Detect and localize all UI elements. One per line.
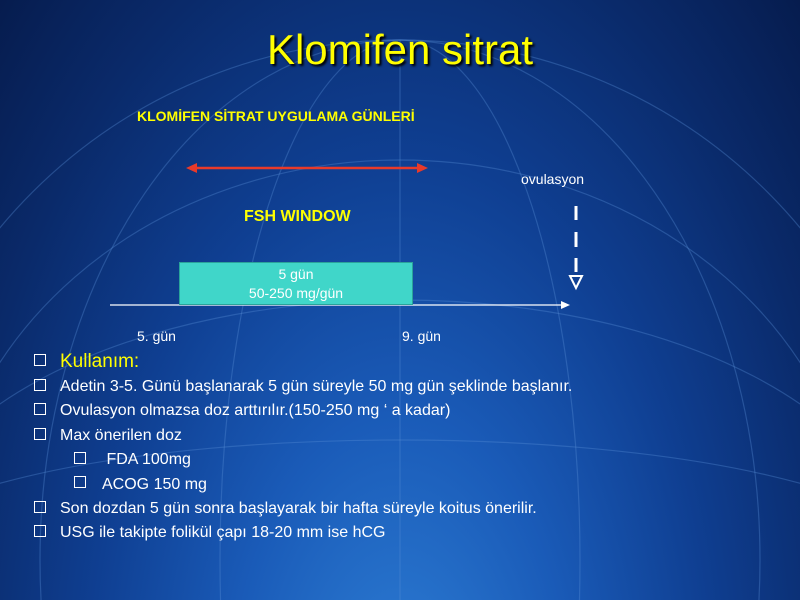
- checkbox-bullet-icon: [34, 525, 46, 537]
- checkbox-bullet-icon: [74, 476, 86, 488]
- end-day-label: 9. gün: [402, 328, 441, 344]
- start-day-label: 5. gün: [137, 328, 176, 344]
- checkbox-bullet-icon: [74, 452, 86, 464]
- list-item: USG ile takipte folikül çapı 18-20 mm ise hCG: [34, 521, 572, 545]
- list-item: ACOG 150 mg: [34, 473, 572, 497]
- ovulation-label: ovulasyon: [521, 171, 585, 187]
- bullet-list: [34, 348, 572, 546]
- list-item: Adetin 3-5. Günü başlanarak 5 gün süreyle 50 mg gün şeklinde başlanır.: [34, 375, 572, 399]
- checkbox-bullet-icon: [34, 403, 46, 415]
- dose-duration: 5 gün: [278, 266, 314, 282]
- list-item: FDA 100mg: [34, 448, 572, 472]
- diagram-heading: KLOMİFEN SİTRAT UYGULAMA GÜNLERİ: [137, 108, 415, 124]
- fsh-window-arrow: [186, 163, 428, 173]
- list-item: Ovulasyon olmazsa doz arttırılır.(150-250 mg ‘ a kadar): [34, 399, 572, 423]
- fsh-window-label: FSH WINDOW: [244, 208, 351, 225]
- checkbox-bullet-icon: [34, 379, 46, 391]
- list-item: Max önerilen doz: [34, 424, 572, 448]
- dose-amount: 50-250 mg/gün: [248, 285, 344, 301]
- ovulation-dashed-arrow: [570, 206, 582, 288]
- checkbox-bullet-icon: [34, 501, 46, 513]
- dose-box: [179, 262, 413, 305]
- list-item: Kullanım:: [34, 348, 572, 375]
- checkbox-bullet-icon: [34, 354, 46, 366]
- list-item: Son dozdan 5 gün sonra başlayarak bir hafta süreyle koitus önerilir.: [34, 497, 572, 521]
- checkbox-bullet-icon: [34, 428, 46, 440]
- slide-title: Klomifen sitrat: [266, 26, 534, 73]
